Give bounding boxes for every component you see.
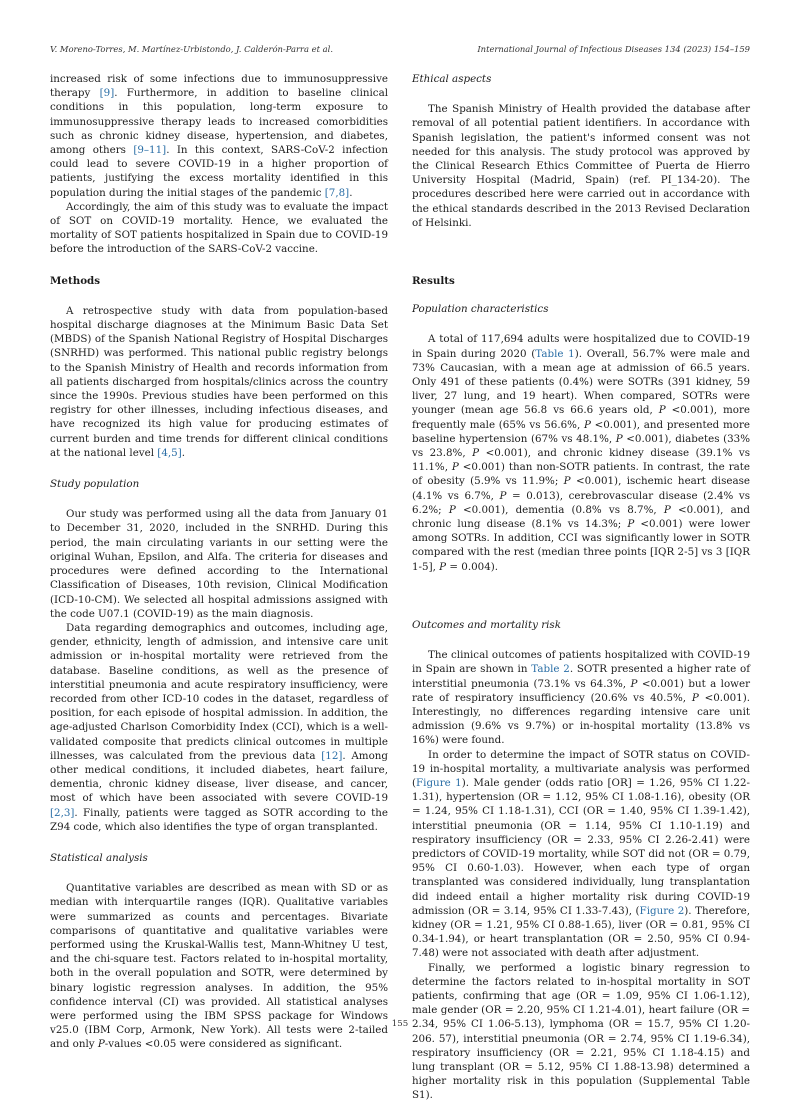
outcomes-paragraph-2: In order to determine the impact of SOTR status on COVID-19 in-hospital mortality, a multivariate analysis was performed (Figure 1). Male gender (odds ratio [OR] = 1.26, 95% CI 1.22-1.31), hypertension (OR = 1.12, 95% CI 1.08-1.16), obesity (OR = 1.24, 95% CI 1.18-1.31), CCI (OR = 1.40, 95% CI 1.39-1.42), interstitial pneumonia (OR = 1.14, 95% CI 1.10-1.19) and respiratory insufficiency (OR = 2.33, 95% CI 2.26-2.41) were predictors of COVID-19 mortality, while SOT did not (OR = 0.79, 95% CI 0.60-1.03). However, when each type of organ transplanted was considered individually, lung transplantation did indeed entail a higher mortality risk during COVID-19 admission (OR = 3.14, 95% CI 1.33-7.43), (Figure 2). Therefore, kidney (OR = 1.21, 95% CI 0.88-1.65), liver (OR = 0.81, 95% CI 0.34-1.94), or heart transplantation (OR = 2.50, 95% CI 0.94-7.48) were not associated with death after adjustment. (412, 748, 750, 960)
outcomes-paragraph-1: The clinical outcomes of patients hospitalized with COVID-19 in Spain are shown in Table 2. SOTR presented a higher rate of interstitial pneumonia (73.1% vs 64.3%, P <0.001) but a lower rate of respiratory insufficiency (20.6% vs 40.5%, P <0.001). Interestingly, no differences regarding intensive care unit admission (9.6% vs 9.7%) or in-hospital mortality (13.8% vs 16%) were found. (412, 649, 751, 747)
results-heading: Results (412, 275, 455, 288)
table-link[interactable]: Table 1 (535, 347, 575, 360)
table-link[interactable]: Table 2 (531, 663, 570, 676)
ethical-aspects-heading: Ethical aspects (412, 73, 492, 85)
ref-link[interactable]: [9] (99, 87, 115, 100)
figure-link[interactable]: Figure 2 (639, 904, 685, 917)
study-population-paragraph-1: Our study was performed using all the data from January 01 to December 31, 2020, included in the SNRHD. During this period, the main circulating variants in our setting were the original Wuhan, Epsilon, and Alfa. The criteria for diseases and procedures were defined according to the International Classification of Diseases, 10th revision, Clinical Modification (ICD-10-CM). We selected all hospital admissions assigned with the code U07.1 (COVID-19) as the main diagnosis. (50, 508, 388, 620)
running-header (50, 44, 750, 58)
figure-link[interactable]: Figure 1 (416, 776, 462, 789)
outcomes-heading: Outcomes and mortality risk (412, 618, 561, 631)
study-population-heading: Study population (50, 478, 140, 491)
ref-link[interactable]: [9–11] (133, 144, 167, 157)
left-column (50, 72, 388, 1052)
methods-heading: Methods (50, 274, 101, 287)
ref-link[interactable]: [4,5] (157, 446, 182, 459)
methods-paragraph: A retrospective study with data from population-based hospital discharge diagnoses at the Minimum Basic Data Set (MBDS) of the Spanish National Registry of Hospital Discharges (SNRHD) was performed. This national public registry belongs to the Spanish Ministry of Health and records information from all patients discharged from hospitals/clinics across the country since the 1990s. Previous studies have been performed on this registry for other illnesses, including infectious diseases, and have recognized its high value for producing estimates of current burden and time trends for different clinical conditions at the national level [4,5]. (50, 304, 388, 459)
intro-paragraph-1: increased risk of some infections due to immunosuppressive therapy [9]. Furthermore, in addition to baseline clinical conditions in this population, long-term exposure to immunosuppressive therapy leads to increased comorbidities such as chronic kidney disease, hypertension, and diabetes, among others [9–11]. In this context, SARS-CoV-2 infection could lead to severe COVID-19 in a higher proportion of patients, justifying the excess mortality identified in this population during the initial stages of the pandemic [7,8]. (50, 73, 389, 199)
population-characteristics-heading: Population characteristics (412, 303, 549, 316)
population-paragraph: A total of 117,694 adults were hospitalized due to COVID-19 in Spain during 2020 (Table 1). Overall, 56.7% were male and 73% Caucasian, with a mean age at admission of 66.5 years. Only 491 of these patients (0.4%) were SOTRs (391 kidney, 59 liver, 27 lung, and 19 heart). When compared, SOTRs were younger (mean age 56.8 vs 66.6 years old, P <0.001), more frequently male (65% vs 56.6%, P <0.001), and presented more baseline hypertension (67% vs 48.1%, P <0.001), diabetes (33% vs 23.8%, P <0.001), and chronic kidney disease (39.1% vs 11.1%, P <0.001) than non-SOTR patients. In contrast, the rate of obesity (5.9% vs 11.9%; P <0.001), ischemic heart disease (4.1% vs 6.7%, P = 0.013), cerebrovascular disease (2.4% vs 6.2%; P <0.001), dementia (0.8% vs 8.7%, P <0.001), and chronic lung disease (8.1% vs 14.3%; P <0.001) were lower among SOTRs. In addition, CCI was significantly lower in SOTR compared with the rest (median three points [IQR 2-5] vs 3 [IQR 1-5], P = 0.004). (412, 333, 751, 573)
study-population-paragraph-2: Data regarding demographics and outcomes, including age, gender, ethnicity, length of admission, and intensive care unit admission or in-hospital mortality were retrieved from the database. Baseline conditions, as well as the presence of interstitial pneumonia and acute respiratory insufficiency, were recorded from other ICD-10 codes in the dataset, regardless of position, for each episode of hospital admission. In addition, the age-adjusted Charlson Comorbidity Index (CCI), which is a well-validated composite that predicts clinical outcomes in multiple illnesses, was calculated from the previous data [12]. Among other medical conditions, it included diabetes, heart failure, dementia, chronic kidney disease, liver disease, and cancer, most of which have been associated with severe COVID-19 [2,3]. Finally, patients were tagged as SOTR according to the Z94 code, which also identifies the type of organ transplanted. (50, 621, 388, 833)
intro-paragraph-2: Accordingly, the aim of this study was to evaluate the impact of SOT on COVID-19 mortality. Hence, we evaluated the mortality of SOT patients hospitalized in Spain due to COVID-19 before the introduction of the SARS-CoV-2 vaccine. (50, 200, 388, 256)
statistical-analysis-paragraph: Quantitative variables are described as mean with SD or as median with interquartile ranges (IQR). Qualitative variables were summarized as counts and percentages. Bivariate comparisons of quantitative and qualitative variables were performed using the Kruskal-Wallis test, Mann-Whitney U test, and the chi-square test. Factors related to in-hospital mortality, both in the overall population and SOTR, were determined by binary logistic regression analyses. In addition, the 95% confidence interval (CI) was provided. All statistical analyses were performed using the IBM SPSS package for Windows v25.0 (IBM Corp, Armonk, New York). All tests were 2-tailed and only P-values <0.05 were considered as significant. (50, 882, 388, 1051)
page-number: 155 (391, 1019, 409, 1029)
ref-link[interactable]: [7,8] (324, 186, 350, 199)
right-column (412, 72, 750, 1103)
statistical-analysis-heading: Statistical analysis (50, 851, 148, 864)
ethical-aspects-paragraph: The Spanish Ministry of Health provided the database after removal of all potential patient identifiers. In accordance with Spanish legislation, the patient's informed consent was not needed for this analysis. The study protocol was approved by the Clinical Research Ethics Committee of Puerta de Hierro University Hospital (Madrid, Spain) (ref. PI_134-20). The procedures described here were carried out in accordance with the ethical standards described in the 2013 Revised Declaration of Helsinki. (412, 103, 750, 229)
ref-link[interactable]: [12] (321, 749, 343, 762)
header-journal: International Journal of Infectious Diseases 134 (2023) 154–159 (477, 44, 750, 54)
ref-link[interactable]: [2,3] (50, 806, 75, 819)
header-authors: V. Moreno-Torres, M. Martínez-Urbistondo, J. Calderón-Parra et al. (50, 44, 333, 54)
outcomes-paragraph-3: Finally, we performed a logistic binary regression to determine the factors related to in-hospital mortality in SOT patients, confirming that age (OR = 1.09, 95% CI 1.06-1.12), male gender (OR = 2.20, 95% CI 1.21-4.01), heart failure (OR = 2.34, 95% CI 1.06-5.13), lymphoma (OR = 15.7, 95% CI 1.20-206. 57), interstitial pneumonia (OR = 2.74, 95% CI 1.19-6.34), respiratory insufficiency (OR = 2.21, 95% CI 1.18-4.15) and lung transplant (OR = 5.12, 95% CI 1.88-13.98) determined a higher mortality risk in this population (Supplemental Table S1). (412, 961, 750, 1102)
